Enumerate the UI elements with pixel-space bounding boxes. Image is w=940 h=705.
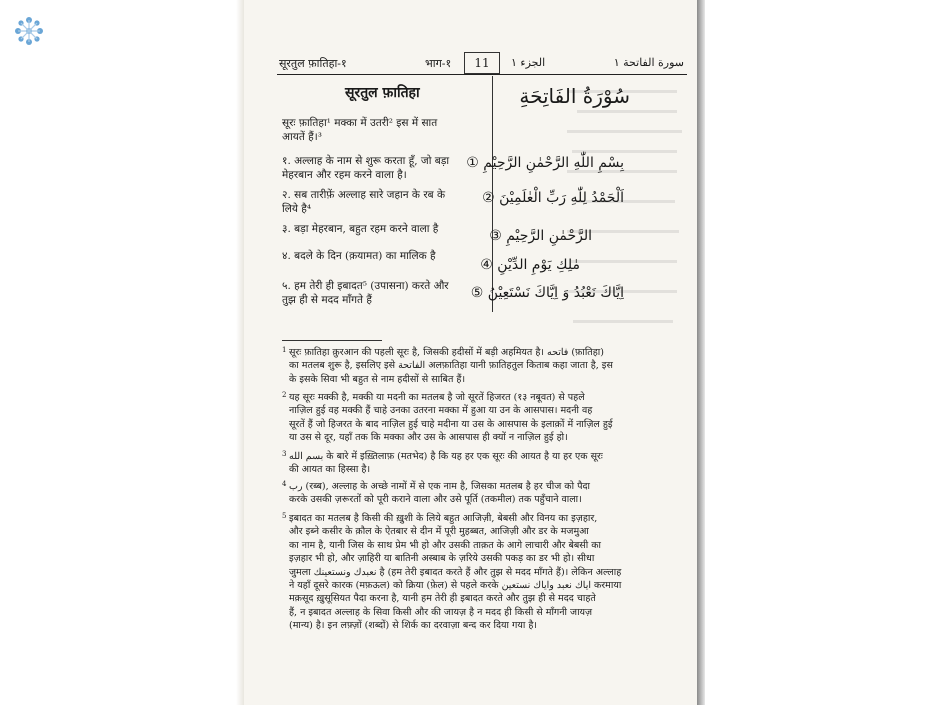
footnote-number: 2 — [282, 391, 287, 399]
footnote-line: या उस से दूर, यहाँ तक कि मक्का और उस के आसपास ही क्यों न नाज़िल हुई हो। — [289, 432, 568, 444]
footnote-line: और इब्ने कसीर के क़ौल के ऐतबार से दीन में पूरी मुहब्बत, आजिज़ी और डर के मजमुआ — [289, 526, 589, 538]
footnote-1 — [282, 346, 674, 386]
footnote-line: करके उसकी ज़रूरतों को पूरी कराने वाला और उसे पूर्ति (तकमील) तक पहुँचाने वाला। — [289, 494, 582, 506]
arabic-verse-3: الرَّحْمٰنِ الرَّحِيْمِ ③ — [489, 228, 592, 244]
footnote-line: (मान्य) है। इन लफ़्ज़ों (शब्दों) से शिर्क का दरवाज़ा बन्द कर दिया गया है। — [289, 620, 538, 632]
footnote-line: का नाम है, यानी जिस के साथ प्रेम भी हो और उसकी ताक़त के आगे लाचारी और बेबसी का — [289, 539, 601, 551]
footnote-line: हैं, न इबादत अल्लाह के सिवा किसी और की जायज़ है न मदद ही किसी से माँगनी जायज़ — [289, 606, 593, 618]
arabic-verse-4: مٰلِكِ يَوْمِ الدِّيْنِ ④ — [480, 257, 580, 273]
footnote-line: इज़हार भी हो, और ज़ाहिरी या बातिनी अस्बाब के ज़रिये उसकी पकड़ का डर भी हो। सीधा — [289, 553, 595, 565]
arabic-verse-5: اِيَّاكَ نَعْبُدُ وَ اِيَّاكَ نَسْتَعِيْنُ ⑤ — [470, 285, 624, 301]
hindi-verse-2: २. सब तारीफ़ें अल्लाह सारे जहान के रब के — [282, 189, 446, 201]
footnote-rule — [282, 340, 382, 341]
header-surah-arabic: سورة الفاتحة ١ — [613, 56, 684, 69]
footnote-5 — [282, 512, 674, 633]
footnote-number: 3 — [282, 450, 287, 458]
header-rule — [277, 74, 687, 75]
footnote-2 — [282, 391, 674, 445]
bleed-through — [567, 80, 687, 340]
footnote-line: नाज़िल हुई वह मक्की हैं चाहे उनका उतरना मक्का में हुआ या उन के आसपास। मदनी वह — [289, 405, 593, 417]
hindi-verse-1: १. अल्लाह के नाम से शुरू करता हूँ, जो बड़ा — [282, 155, 450, 167]
footnote-line: की आयत का हिस्सा है। — [289, 464, 371, 476]
header-juz: الجزء ١ — [511, 56, 546, 69]
page-gutter-shadow — [697, 0, 705, 705]
header-surah-hindi: सूरतुल फ़ातिहा-१ — [279, 57, 347, 70]
header-part: भाग-१ — [425, 57, 452, 70]
footnote-line: मक़सूद ख़ुसूसियत पैदा करना है, यानी हम तेरी ही इबादत करते और तुझ ही से मदद चाहते — [289, 593, 596, 605]
page-left-edge — [236, 0, 244, 705]
footnote-number: 5 — [282, 512, 287, 520]
footnote-4 — [282, 480, 674, 507]
arabic-verse-1: بِسْمِ اللّٰهِ الرَّحْمٰنِ الرَّحِيْمِ ① — [466, 155, 624, 171]
hindi-intro-line1: सूरः फ़ातिहा¹ मक्का में उतरी² इस में सात — [282, 117, 438, 129]
arabic-title: سُوْرَةُ الفَاتِحَةِ — [519, 84, 630, 108]
logo-icon — [12, 14, 46, 48]
hindi-title: सूरतुल फ़ातिहा — [345, 85, 420, 101]
footnote-3 — [282, 450, 674, 477]
footnote-line: इबादत का मतलब है किसी की ख़ुशी के लिये बहुत आजिज़ी, बेबसी और विनय का इज़हार, — [289, 513, 598, 524]
footnote-line: का मतलब शुरू है, इसलिए इसे الفاتحة अलफ़ातिहा यानी फ़ातिहतुल किताब कहा जाता है, इस — [289, 360, 613, 372]
footnote-line: ने यहाँ दूसरे कारक (मफ़ऊल) को क्रिया (फ़ेल) से पहले करके اياك نعبد واياك نستعين करमाया — [289, 580, 622, 592]
footnote-number: 1 — [282, 346, 287, 354]
hindi-verse-5: ५. हम तेरी ही इबादत⁵ (उपासना) करते और — [282, 280, 449, 292]
page-number: 11 — [464, 52, 500, 74]
footnote-line: بسم الله के बारे में इख़्तिलाफ़ (मतभेद) है कि यह हर एक सूरः की आयत है या हर एक सूरः — [289, 451, 603, 462]
hindi-verse-5-cont: तुझ ही से मदद माँगते हैं — [282, 294, 372, 306]
footnote-line: सूरतें हैं जो हिजरत के बाद नाज़िल हुई चाहे मदीना या उस के आसपास के इलाक़ों में नाज़िल हुई — [289, 418, 613, 430]
hindi-intro-line2: आयतें हैं।³ — [282, 131, 322, 143]
hindi-verse-2-cont: लिये है⁴ — [282, 203, 312, 215]
hindi-verse-3: ३. बड़ा मेहरबान, बहुत रहम करने वाला है — [282, 223, 439, 235]
footnote-line: के इसके सिवा भी बहुत से नाम हदीसों से साबित हैं। — [289, 373, 466, 385]
footnote-line: رب (रब्ब), अल्लाह के अच्छे नामों में से एक नाम है, जिसका मतलब है हर चीज को पैदा — [289, 481, 590, 492]
running-header — [279, 52, 684, 74]
footnote-number: 4 — [282, 480, 287, 488]
footnote-line: जुमला نعبدك ونستعينك है (हम तेरी इबादत करते हैं और तुझ से मदद माँगते हैं)। लेकिन अल्लाह — [289, 566, 622, 578]
footnote-line: यह सूरः मक्की है, मक्की या मदनी का मतलब है जो सूरतें हिजरत (१३ नबूवत) से पहले — [289, 392, 585, 403]
hindi-verse-4: ४. बदले के दिन (क़यामत) का मालिक है — [282, 250, 436, 262]
arabic-verse-2: اَلْحَمْدُ لِلّٰهِ رَبِّ الْعٰلَمِيْنَ ② — [482, 190, 624, 206]
hindi-verse-1-cont: मेहरबान और रहम करने वाला है। — [282, 169, 407, 181]
footnote-line: सूरः फ़ातिहा क़ुरआन की पहली सूरः है, जिसकी हदीसों में बड़ी अहमियत है। فاتحه (फ़ातिहा) — [289, 347, 604, 358]
